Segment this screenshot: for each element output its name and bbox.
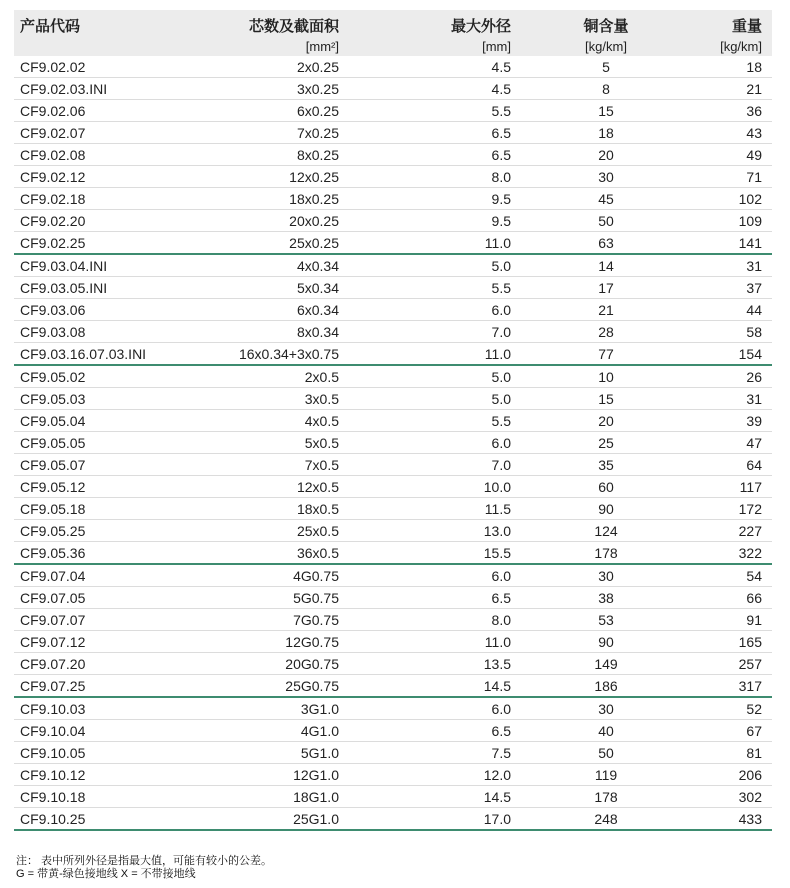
cell-weight: 71	[701, 166, 772, 188]
cell-product-code: CF9.07.25	[14, 675, 190, 698]
cell-product-code: CF9.05.03	[14, 388, 190, 410]
cell-product-code: CF9.07.12	[14, 631, 190, 653]
cell-copper-content: 248	[511, 808, 701, 831]
cell-copper-content: 15	[511, 100, 701, 122]
cell-copper-content: 35	[511, 454, 701, 476]
cell-copper-content: 77	[511, 343, 701, 366]
cell-cross-section: 18x0.5	[190, 498, 339, 520]
cell-cross-section: 7x0.5	[190, 454, 339, 476]
cell-copper-content: 25	[511, 432, 701, 454]
table-row	[14, 454, 772, 476]
cell-copper-content: 178	[511, 542, 701, 565]
cell-product-code: CF9.05.07	[14, 454, 190, 476]
cell-weight: 44	[701, 299, 772, 321]
cell-product-code: CF9.10.04	[14, 720, 190, 742]
cell-weight: 18	[701, 56, 772, 78]
table-row	[14, 321, 772, 343]
cell-cross-section: 18G1.0	[190, 786, 339, 808]
cell-cross-section: 18x0.25	[190, 188, 339, 210]
cell-max-diameter: 8.0	[339, 166, 511, 188]
cell-product-code: CF9.07.20	[14, 653, 190, 675]
cell-product-code: CF9.02.20	[14, 210, 190, 232]
cell-product-code: CF9.03.16.07.03.INI	[14, 343, 190, 366]
col-cores-cross-section: 芯数及截面积	[190, 10, 339, 36]
cell-product-code: CF9.02.18	[14, 188, 190, 210]
cell-cross-section: 3x0.5	[190, 388, 339, 410]
table-row	[14, 742, 772, 764]
cell-max-diameter: 7.0	[339, 454, 511, 476]
table-row	[14, 388, 772, 410]
cell-weight: 172	[701, 498, 772, 520]
table-row	[14, 56, 772, 78]
cell-max-diameter: 9.5	[339, 188, 511, 210]
cell-product-code: CF9.02.08	[14, 144, 190, 166]
cell-copper-content: 40	[511, 720, 701, 742]
cell-product-code: CF9.10.18	[14, 786, 190, 808]
cell-max-diameter: 4.5	[339, 56, 511, 78]
cell-cross-section: 2x0.5	[190, 365, 339, 388]
cell-copper-content: 14	[511, 254, 701, 277]
table-row	[14, 542, 772, 565]
cell-copper-content: 90	[511, 631, 701, 653]
cell-cross-section: 25x0.25	[190, 232, 339, 255]
cell-product-code: CF9.05.25	[14, 520, 190, 542]
cell-weight: 37	[701, 277, 772, 299]
cell-weight: 26	[701, 365, 772, 388]
cell-copper-content: 178	[511, 786, 701, 808]
col-copper-content: 铜含量	[511, 10, 701, 36]
cell-copper-content: 10	[511, 365, 701, 388]
unit-diameter: [mm]	[339, 36, 511, 56]
cell-max-diameter: 15.5	[339, 542, 511, 565]
cell-max-diameter: 14.5	[339, 786, 511, 808]
cell-cross-section: 3G1.0	[190, 697, 339, 720]
cell-cross-section: 4G1.0	[190, 720, 339, 742]
cell-product-code: CF9.02.06	[14, 100, 190, 122]
cell-cross-section: 5G0.75	[190, 587, 339, 609]
cell-copper-content: 28	[511, 321, 701, 343]
cell-weight: 39	[701, 410, 772, 432]
cell-max-diameter: 17.0	[339, 808, 511, 831]
cell-product-code: CF9.10.03	[14, 697, 190, 720]
cell-weight: 67	[701, 720, 772, 742]
table-row	[14, 476, 772, 498]
cell-copper-content: 50	[511, 210, 701, 232]
cell-max-diameter: 8.0	[339, 609, 511, 631]
cell-product-code: CF9.10.12	[14, 764, 190, 786]
table-row	[14, 564, 772, 587]
table-row	[14, 210, 772, 232]
cell-max-diameter: 13.0	[339, 520, 511, 542]
cell-copper-content: 30	[511, 697, 701, 720]
cell-max-diameter: 6.5	[339, 122, 511, 144]
cell-copper-content: 90	[511, 498, 701, 520]
cell-weight: 54	[701, 564, 772, 587]
cell-product-code: CF9.07.04	[14, 564, 190, 587]
table-row	[14, 122, 772, 144]
cell-weight: 117	[701, 476, 772, 498]
cell-max-diameter: 14.5	[339, 675, 511, 698]
cell-cross-section: 6x0.25	[190, 100, 339, 122]
header-row	[14, 10, 772, 36]
cell-weight: 317	[701, 675, 772, 698]
cell-product-code: CF9.05.12	[14, 476, 190, 498]
cell-copper-content: 30	[511, 564, 701, 587]
cell-weight: 66	[701, 587, 772, 609]
cable-spec-table	[14, 10, 772, 831]
cell-weight: 141	[701, 232, 772, 255]
cell-max-diameter: 5.5	[339, 410, 511, 432]
cell-copper-content: 15	[511, 388, 701, 410]
cell-weight: 206	[701, 764, 772, 786]
cell-product-code: CF9.02.03.INI	[14, 78, 190, 100]
cell-product-code: CF9.05.18	[14, 498, 190, 520]
cell-cross-section: 6x0.34	[190, 299, 339, 321]
cell-cross-section: 12G1.0	[190, 764, 339, 786]
cell-cross-section: 12x0.25	[190, 166, 339, 188]
cell-cross-section: 20x0.25	[190, 210, 339, 232]
cell-weight: 52	[701, 697, 772, 720]
cell-weight: 21	[701, 78, 772, 100]
cell-product-code: CF9.03.08	[14, 321, 190, 343]
cell-cross-section: 3x0.25	[190, 78, 339, 100]
cell-cross-section: 5x0.5	[190, 432, 339, 454]
cell-product-code: CF9.02.02	[14, 56, 190, 78]
table-row	[14, 786, 772, 808]
cell-max-diameter: 13.5	[339, 653, 511, 675]
cell-cross-section: 7G0.75	[190, 609, 339, 631]
table-body	[14, 56, 772, 830]
cell-weight: 227	[701, 520, 772, 542]
col-product-code: 产品代码	[14, 10, 190, 36]
cell-product-code: CF9.05.36	[14, 542, 190, 565]
cell-product-code: CF9.05.04	[14, 410, 190, 432]
cell-max-diameter: 4.5	[339, 78, 511, 100]
table-row	[14, 675, 772, 698]
cell-max-diameter: 11.5	[339, 498, 511, 520]
cell-copper-content: 124	[511, 520, 701, 542]
table-row	[14, 432, 772, 454]
cell-product-code: CF9.03.04.INI	[14, 254, 190, 277]
footnote-legend: G = 带黄-绿色接地线 X = 不带接地线	[16, 868, 196, 880]
cell-copper-content: 45	[511, 188, 701, 210]
cell-cross-section: 8x0.34	[190, 321, 339, 343]
cell-cross-section: 7x0.25	[190, 122, 339, 144]
cell-cross-section: 5G1.0	[190, 742, 339, 764]
cell-weight: 154	[701, 343, 772, 366]
cell-copper-content: 149	[511, 653, 701, 675]
cell-max-diameter: 10.0	[339, 476, 511, 498]
cell-product-code: CF9.02.07	[14, 122, 190, 144]
table-row	[14, 144, 772, 166]
cell-copper-content: 18	[511, 122, 701, 144]
table-row	[14, 232, 772, 255]
cell-max-diameter: 11.0	[339, 232, 511, 255]
cell-max-diameter: 6.0	[339, 299, 511, 321]
cell-cross-section: 4x0.5	[190, 410, 339, 432]
cell-max-diameter: 6.5	[339, 720, 511, 742]
table-row	[14, 520, 772, 542]
cell-cross-section: 25G1.0	[190, 808, 339, 831]
cell-max-diameter: 7.5	[339, 742, 511, 764]
table-row	[14, 764, 772, 786]
cell-max-diameter: 5.5	[339, 277, 511, 299]
cell-weight: 257	[701, 653, 772, 675]
cell-product-code: CF9.03.06	[14, 299, 190, 321]
cell-weight: 322	[701, 542, 772, 565]
cell-weight: 433	[701, 808, 772, 831]
cell-copper-content: 63	[511, 232, 701, 255]
cell-max-diameter: 7.0	[339, 321, 511, 343]
cell-max-diameter: 6.0	[339, 564, 511, 587]
cell-copper-content: 53	[511, 609, 701, 631]
cell-max-diameter: 6.0	[339, 432, 511, 454]
table-row	[14, 100, 772, 122]
cell-product-code: CF9.07.07	[14, 609, 190, 631]
cell-max-diameter: 6.0	[339, 697, 511, 720]
cell-product-code: CF9.10.25	[14, 808, 190, 831]
cell-copper-content: 38	[511, 587, 701, 609]
cell-max-diameter: 6.5	[339, 587, 511, 609]
cell-weight: 47	[701, 432, 772, 454]
cell-weight: 31	[701, 254, 772, 277]
cell-copper-content: 5	[511, 56, 701, 78]
table-row	[14, 410, 772, 432]
cell-cross-section: 2x0.25	[190, 56, 339, 78]
table-row	[14, 697, 772, 720]
cell-product-code: CF9.07.05	[14, 587, 190, 609]
cell-max-diameter: 12.0	[339, 764, 511, 786]
cell-copper-content: 17	[511, 277, 701, 299]
cell-cross-section: 4G0.75	[190, 564, 339, 587]
cell-cross-section: 8x0.25	[190, 144, 339, 166]
cell-weight: 91	[701, 609, 772, 631]
cell-max-diameter: 6.5	[339, 144, 511, 166]
cell-max-diameter: 5.5	[339, 100, 511, 122]
cell-weight: 58	[701, 321, 772, 343]
unit-weight: [kg/km]	[701, 36, 772, 56]
cell-weight: 165	[701, 631, 772, 653]
cell-cross-section: 25x0.5	[190, 520, 339, 542]
cell-copper-content: 21	[511, 299, 701, 321]
table-row	[14, 653, 772, 675]
col-max-outer-diameter: 最大外径	[339, 10, 511, 36]
footnote-diameter: 注： 表中所列外径是指最大值，可能有较小的公差。	[16, 855, 273, 867]
units-row	[14, 36, 772, 56]
cell-copper-content: 8	[511, 78, 701, 100]
cell-max-diameter: 11.0	[339, 631, 511, 653]
cell-copper-content: 20	[511, 410, 701, 432]
cell-copper-content: 60	[511, 476, 701, 498]
unit-product-code	[14, 36, 190, 56]
table-row	[14, 188, 772, 210]
cell-product-code: CF9.03.05.INI	[14, 277, 190, 299]
cell-copper-content: 20	[511, 144, 701, 166]
cell-weight: 64	[701, 454, 772, 476]
table-row	[14, 498, 772, 520]
cell-cross-section: 4x0.34	[190, 254, 339, 277]
cell-product-code: CF9.02.25	[14, 232, 190, 255]
cell-copper-content: 50	[511, 742, 701, 764]
table-row	[14, 299, 772, 321]
cell-max-diameter: 5.0	[339, 254, 511, 277]
cell-weight: 36	[701, 100, 772, 122]
unit-copper: [kg/km]	[511, 36, 701, 56]
cell-cross-section: 12G0.75	[190, 631, 339, 653]
cell-max-diameter: 5.0	[339, 388, 511, 410]
table-row	[14, 587, 772, 609]
table-row	[14, 808, 772, 831]
cell-weight: 102	[701, 188, 772, 210]
cell-product-code: CF9.05.05	[14, 432, 190, 454]
table-row	[14, 631, 772, 653]
cell-weight: 109	[701, 210, 772, 232]
table-row	[14, 609, 772, 631]
cell-product-code: CF9.02.12	[14, 166, 190, 188]
col-weight: 重量	[701, 10, 772, 36]
cell-product-code: CF9.05.02	[14, 365, 190, 388]
cell-copper-content: 119	[511, 764, 701, 786]
cell-copper-content: 30	[511, 166, 701, 188]
table-row	[14, 343, 772, 366]
cell-product-code: CF9.10.05	[14, 742, 190, 764]
cell-weight: 31	[701, 388, 772, 410]
cell-max-diameter: 11.0	[339, 343, 511, 366]
cell-cross-section: 36x0.5	[190, 542, 339, 565]
table-row	[14, 277, 772, 299]
cell-cross-section: 12x0.5	[190, 476, 339, 498]
cell-max-diameter: 5.0	[339, 365, 511, 388]
cell-weight: 81	[701, 742, 772, 764]
table-row	[14, 166, 772, 188]
cell-cross-section: 20G0.75	[190, 653, 339, 675]
table-row	[14, 254, 772, 277]
cell-weight: 43	[701, 122, 772, 144]
footnote	[16, 855, 272, 881]
cell-copper-content: 186	[511, 675, 701, 698]
cell-cross-section: 16x0.34+3x0.75	[190, 343, 339, 366]
table-row	[14, 78, 772, 100]
table-row	[14, 720, 772, 742]
table-row	[14, 365, 772, 388]
cell-weight: 49	[701, 144, 772, 166]
unit-cross-section: [mm²]	[190, 36, 339, 56]
cell-max-diameter: 9.5	[339, 210, 511, 232]
cell-cross-section: 25G0.75	[190, 675, 339, 698]
cell-cross-section: 5x0.34	[190, 277, 339, 299]
cell-weight: 302	[701, 786, 772, 808]
